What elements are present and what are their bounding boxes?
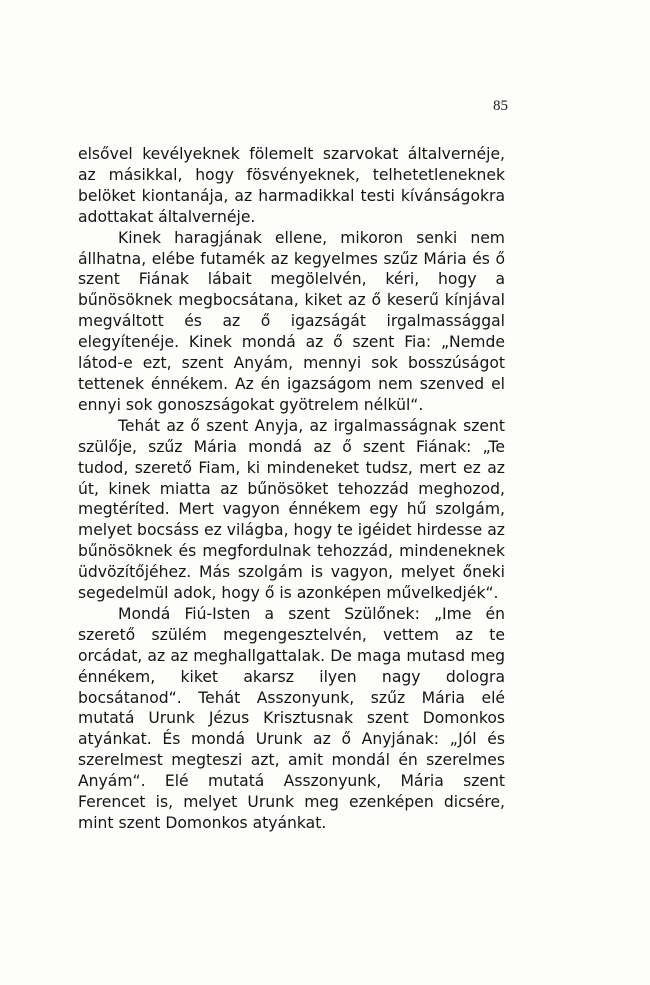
page-number: 85 — [493, 98, 508, 114]
paragraph: Mondá Fiú-Isten a szent Szülőnek: „Ime én szerető szülém megengesztelvén, vettem az te orcádat, az az meghallgattalak. De maga mutasd meg énnékem, kiket akarsz ilyen nagy dologra bocsátanod“. Tehát Asszonyunk, szűz Mária elé mutatá Urunk Jézus Krisztusnak szent Domonkos atyánkat. És mondá Urunk az ő Anyjának: „Jól és szerelmest megteszi azt, amit mondál én szerelmes Anyám“. Elé mutatá Asszonyunk, Mária szent Ferencet is, melyet Urunk meg ezenképen dicsére, mint szent Domonkos atyánkat. — [78, 604, 505, 832]
paragraph: Kinek haragjának ellene, mikoron senki nem állhatna, elébe futamék az kegyelmes szűz Mária és ő szent Fiának lábait megölelvén, kéri, hogy a bűnösöknek megbocsátana, kiket az ő keserű kínjával megváltott és az ő igazságát irgalmassággal elegyítenéje. Kinek mondá az ő szent Fia: „Nemde látod-e ezt, szent Anyám, mennyi sok bosszúságot tettenek énnékem. Az én igazságom nem szenved el ennyi sok gonoszságokat gyötrelem nélkül“. — [78, 228, 505, 414]
paragraph: Tehát az ő szent Anyja, az irgalmasságnak szent szülője, szűz Mária mondá az ő szent Fiának: „Te tudod, szerető Fiam, ki mindeneket tudsz, mert ez az út, kinek miatta az bűnösöket tehozzád meghozod, megtéríted. Mert vagyon énnékem egy hű szolgám, melyet bocsáss ez világba, hogy te igéidet hirdesse az bűnösöknek és megfordulnak tehozzád, mindeneknek üdvözítőjéhez. Más szolgám is vagyon, melyet őneki segedelmül adok, hogy ő is azonképen művelkedjék“. — [78, 416, 505, 603]
body-text — [78, 144, 505, 834]
paragraph-continued: elsővel kevélyeknek fölemelt szarvokat általvernéje, az másikkal, hogy fösvényeknek, telhetetleneknek belöket kiontanája, az harmadikkal testi kívánságokra adottakat általvernéje. — [78, 145, 505, 226]
